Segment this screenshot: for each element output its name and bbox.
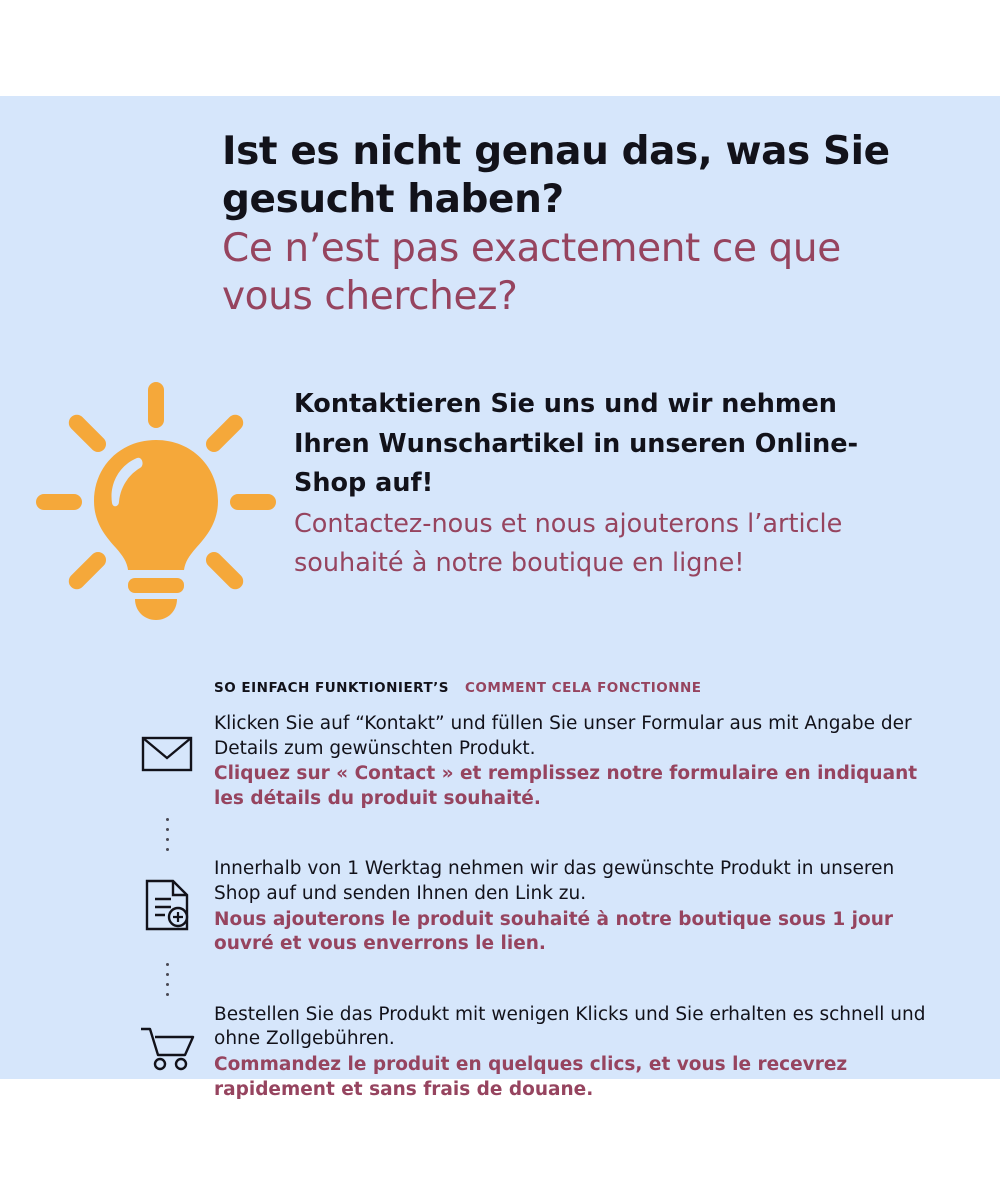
- document-add-icon: [120, 857, 214, 931]
- step-connector: [120, 957, 940, 1003]
- step-item: [120, 712, 940, 811]
- subheading-block: [294, 385, 914, 584]
- lightbulb-icon: [36, 382, 276, 632]
- dotted-connector-icon: [120, 957, 214, 1003]
- steps-list: [120, 712, 940, 1102]
- shopping-cart-icon: [120, 1003, 214, 1071]
- how-it-works-french: COMMENT CELA FONCTIONNE: [465, 680, 702, 696]
- dotted-connector-icon: [120, 811, 214, 857]
- step-french: Cliquez sur « Contact » et remplissez notre formulaire en indiquant les détails du produit souhaité.: [214, 763, 918, 809]
- step-german: Klicken Sie auf “Kontakt” und füllen Sie unser Formular aus mit Angabe der Details zum gewünschten Produkt.: [214, 713, 912, 759]
- envelope-icon: [120, 712, 214, 774]
- step-french: Nous ajouterons le produit souhaité à notre boutique sous 1 jour ouvré et vous enverrons le lien.: [214, 908, 893, 955]
- step-german: Innerhalb von 1 Werktag nehmen wir das gewünschte Produkt in unseren Shop auf und senden Ihnen den Link zu.: [214, 858, 895, 904]
- step-connector: [120, 811, 940, 857]
- subheading-french: Contactez-nous et nous ajouterons l’article souhaité à notre boutique en ligne!: [294, 508, 843, 579]
- how-it-works-header: [214, 680, 702, 696]
- subheading-german: Kontaktieren Sie uns und wir nehmen Ihren Wunschartikel in unseren Online-Shop auf!: [294, 389, 859, 499]
- headline-french: Ce n’est pas exactement ce que vous cherchez?: [222, 226, 841, 319]
- step-german: Bestellen Sie das Produkt mit wenigen Klicks und Sie erhalten es schnell und ohne Zollgebühren.: [214, 1003, 926, 1050]
- step-item: [120, 1003, 940, 1102]
- headline-german: Ist es nicht genau das, was Sie gesucht haben?: [222, 129, 890, 222]
- step-item: [120, 857, 940, 956]
- step-french: Commandez le produit en quelques clics, et vous le recevrez rapidement et sans frais de douane.: [214, 1053, 848, 1100]
- how-it-works-german: SO EINFACH FUNKTIONIERT’S: [214, 680, 450, 696]
- headline-block: [222, 128, 922, 320]
